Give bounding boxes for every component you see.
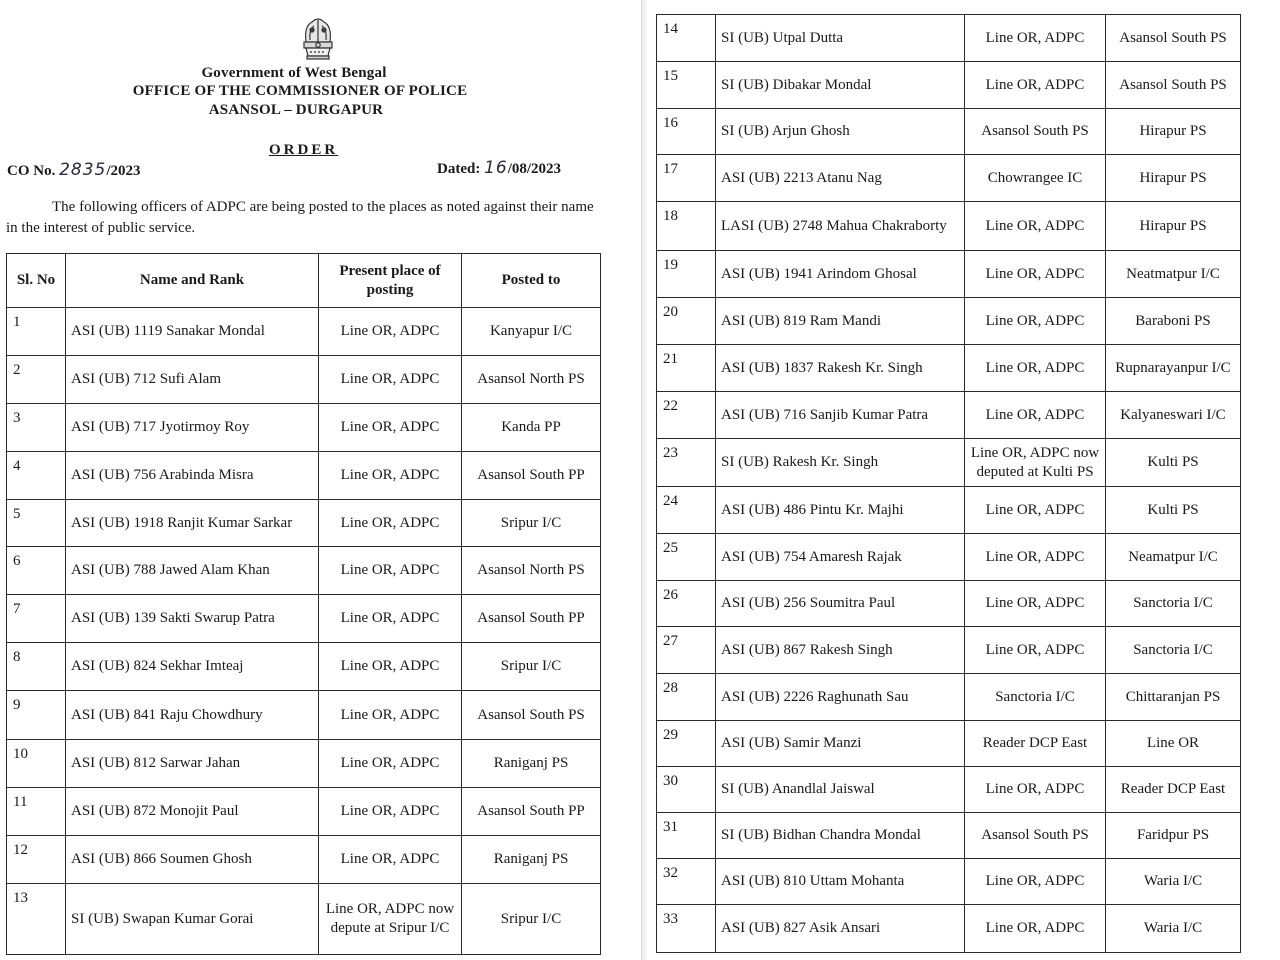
serial-number: 30 (657, 767, 716, 813)
officer-name-rank: SI (UB) Bidhan Chandra Mondal (716, 813, 965, 859)
posted-to: Asansol South PP (462, 595, 601, 643)
header-sl-no: Sl. No (7, 254, 66, 308)
posted-to: Kanyapur I/C (462, 308, 601, 356)
officer-name-rank: SI (UB) Rakesh Kr. Singh (716, 439, 965, 487)
serial-number: 8 (7, 643, 66, 691)
present-posting: Line OR, ADPC (319, 404, 462, 452)
posted-to: Kulti PS (1106, 487, 1241, 534)
serial-number: 20 (657, 298, 716, 345)
officer-name-rank: ASI (UB) 1837 Rakesh Kr. Singh (716, 345, 965, 392)
present-posting: Line OR, ADPC (319, 595, 462, 643)
posted-to: Asansol South PS (1106, 15, 1241, 62)
present-posting: Line OR, ADPC (965, 627, 1106, 674)
posting-table-right (656, 14, 1241, 953)
co-number-handwritten: 2835 (59, 160, 107, 180)
table-row (7, 643, 601, 691)
posted-to: Asansol South PP (462, 452, 601, 500)
present-posting: Asansol South PS (965, 109, 1106, 155)
posted-to: Sanctoria I/C (1106, 581, 1241, 627)
officer-name-rank: SI (UB) Swapan Kumar Gorai (66, 884, 319, 955)
serial-number: 5 (7, 500, 66, 547)
header-present-place: Present place of posting (319, 254, 462, 308)
table-row (7, 308, 601, 356)
present-posting: Line OR, ADPC (965, 15, 1106, 62)
posted-to: Faridpur PS (1106, 813, 1241, 859)
officer-name-rank: ASI (UB) 1941 Arindom Ghosal (716, 251, 965, 298)
serial-number: 33 (657, 905, 716, 953)
present-posting: Line OR, ADPC (965, 62, 1106, 109)
table-row (657, 298, 1241, 345)
officer-name-rank: ASI (UB) Samir Manzi (716, 721, 965, 767)
present-posting: Sanctoria I/C (965, 674, 1106, 721)
table-row (657, 155, 1241, 202)
table-row (657, 15, 1241, 62)
table-row (657, 487, 1241, 534)
posted-to: Line OR (1106, 721, 1241, 767)
serial-number: 18 (657, 202, 716, 251)
table-row (657, 534, 1241, 581)
posted-to: Waria I/C (1106, 859, 1241, 905)
officer-name-rank: ASI (UB) 867 Rakesh Singh (716, 627, 965, 674)
table-row (657, 674, 1241, 721)
serial-number: 16 (657, 109, 716, 155)
present-posting: Line OR, ADPC now depute at Sripur I/C (319, 884, 462, 955)
posted-to: Kanda PP (462, 404, 601, 452)
table-row (657, 109, 1241, 155)
city-line: ASANSOL – DURGAPUR (208, 102, 384, 118)
present-posting: Line OR, ADPC (319, 836, 462, 884)
present-posting: Line OR, ADPC (965, 905, 1106, 953)
present-posting: Line OR, ADPC (965, 345, 1106, 392)
serial-number: 10 (7, 740, 66, 788)
table-row (657, 905, 1241, 953)
table-row (657, 627, 1241, 674)
present-posting: Chowrangee IC (965, 155, 1106, 202)
posted-to: Asansol North PS (462, 547, 601, 595)
officer-name-rank: ASI (UB) 872 Monojit Paul (66, 788, 319, 836)
serial-number: 31 (657, 813, 716, 859)
serial-number: 24 (657, 487, 716, 534)
posted-to: Baraboni PS (1106, 298, 1241, 345)
present-posting: Reader DCP East (965, 721, 1106, 767)
table-row (657, 813, 1241, 859)
present-posting: Line OR, ADPC (965, 767, 1106, 813)
officer-name-rank: ASI (UB) 1119 Sanakar Mondal (66, 308, 319, 356)
table-row (657, 581, 1241, 627)
serial-number: 25 (657, 534, 716, 581)
serial-number: 26 (657, 581, 716, 627)
officer-name-rank: ASI (UB) 712 Sufi Alam (66, 356, 319, 404)
posted-to: Chittaranjan PS (1106, 674, 1241, 721)
table-row (7, 884, 601, 955)
officer-name-rank: ASI (UB) 139 Sakti Swarup Patra (66, 595, 319, 643)
table-row (7, 547, 601, 595)
posted-to: Kalyaneswari I/C (1106, 392, 1241, 439)
order-page-right (646, 0, 1280, 960)
serial-number: 28 (657, 674, 716, 721)
present-posting: Line OR, ADPC (319, 308, 462, 356)
co-number (7, 160, 141, 180)
table-row (657, 202, 1241, 251)
officer-name-rank: SI (UB) Dibakar Mondal (716, 62, 965, 109)
table-row (657, 767, 1241, 813)
posted-to: Hirapur PS (1106, 109, 1241, 155)
posted-to: Sripur I/C (462, 884, 601, 955)
table-row (7, 500, 601, 547)
table-row (7, 788, 601, 836)
co-year: /2023 (106, 163, 141, 179)
posted-to: Hirapur PS (1106, 155, 1241, 202)
government-line: Government of West Bengal (201, 65, 387, 81)
present-posting: Line OR, ADPC (319, 452, 462, 500)
posted-to: Neatmatpur I/C (1106, 251, 1241, 298)
officer-name-rank: ASI (UB) 717 Jyotirmoy Roy (66, 404, 319, 452)
header-posted-to: Posted to (462, 254, 601, 308)
posted-to: Hirapur PS (1106, 202, 1241, 251)
serial-number: 12 (7, 836, 66, 884)
serial-number: 3 (7, 404, 66, 452)
officer-name-rank: ASI (UB) 827 Asik Ansari (716, 905, 965, 953)
serial-number: 27 (657, 627, 716, 674)
table-row (657, 859, 1241, 905)
posted-to: Asansol South PP (462, 788, 601, 836)
serial-number: 32 (657, 859, 716, 905)
serial-number: 15 (657, 62, 716, 109)
intro-paragraph: The following officers of ADPC are being posted to the places as noted against their name in the interest of public service. (6, 199, 594, 236)
serial-number: 22 (657, 392, 716, 439)
serial-number: 29 (657, 721, 716, 767)
officer-name-rank: SI (UB) Arjun Ghosh (716, 109, 965, 155)
office-title: OFFICE OF THE COMMISSIONER OF POLICE (132, 83, 468, 99)
present-posting: Line OR, ADPC (965, 392, 1106, 439)
serial-number: 17 (657, 155, 716, 202)
officer-name-rank: ASI (UB) 866 Soumen Ghosh (66, 836, 319, 884)
table-row (657, 721, 1241, 767)
officer-name-rank: ASI (UB) 754 Amaresh Rajak (716, 534, 965, 581)
table-row (7, 452, 601, 500)
table-row (7, 404, 601, 452)
posting-table-left (6, 253, 601, 955)
table-row (7, 595, 601, 643)
table-row (7, 740, 601, 788)
serial-number: 4 (7, 452, 66, 500)
table-row (657, 251, 1241, 298)
table-row (7, 836, 601, 884)
posted-to: Kulti PS (1106, 439, 1241, 487)
co-label: CO No. (7, 163, 56, 179)
present-posting: Line OR, ADPC (319, 643, 462, 691)
present-posting: Line OR, ADPC (319, 691, 462, 740)
posted-to: Raniganj PS (462, 836, 601, 884)
present-posting: Line OR, ADPC (965, 202, 1106, 251)
officer-name-rank: ASI (UB) 756 Arabinda Misra (66, 452, 319, 500)
present-posting: Line OR, ADPC (965, 534, 1106, 581)
dated-month-year: /08/2023 (507, 161, 562, 177)
officer-name-rank: ASI (UB) 2213 Atanu Nag (716, 155, 965, 202)
serial-number: 14 (657, 15, 716, 62)
present-posting: Line OR, ADPC (965, 487, 1106, 534)
serial-number: 7 (7, 595, 66, 643)
table-row (7, 691, 601, 740)
officer-name-rank: ASI (UB) 2226 Raghunath Sau (716, 674, 965, 721)
table-row (657, 345, 1241, 392)
table-row (657, 439, 1241, 487)
posted-to: Sripur I/C (462, 500, 601, 547)
posted-to: Raniganj PS (462, 740, 601, 788)
table-row (7, 356, 601, 404)
order-date (437, 158, 561, 178)
serial-number: 23 (657, 439, 716, 487)
header-name-rank: Name and Rank (66, 254, 319, 308)
present-posting: Asansol South PS (965, 813, 1106, 859)
posted-to: Rupnarayanpur I/C (1106, 345, 1241, 392)
posted-to: Sripur I/C (462, 643, 601, 691)
ashoka-emblem-icon (292, 12, 344, 64)
posted-to: Asansol South PS (1106, 62, 1241, 109)
present-posting: Line OR, ADPC (319, 740, 462, 788)
dated-label: Dated: (437, 161, 481, 177)
present-posting: Line OR, ADPC (319, 356, 462, 404)
posted-to: Sanctoria I/C (1106, 627, 1241, 674)
posted-to: Asansol North PS (462, 356, 601, 404)
present-posting: Line OR, ADPC now deputed at Kulti PS (965, 439, 1106, 487)
officer-name-rank: ASI (UB) 812 Sarwar Jahan (66, 740, 319, 788)
present-posting: Line OR, ADPC (965, 859, 1106, 905)
officer-name-rank: ASI (UB) 841 Raju Chowdhury (66, 691, 319, 740)
serial-number: 21 (657, 345, 716, 392)
dated-day-handwritten: 16 (484, 158, 508, 178)
serial-number: 1 (7, 308, 66, 356)
posted-to: Waria I/C (1106, 905, 1241, 953)
officer-name-rank: ASI (UB) 788 Jawed Alam Khan (66, 547, 319, 595)
present-posting: Line OR, ADPC (965, 581, 1106, 627)
present-posting: Line OR, ADPC (319, 788, 462, 836)
officer-name-rank: ASI (UB) 716 Sanjib Kumar Patra (716, 392, 965, 439)
officer-name-rank: SI (UB) Anandlal Jaiswal (716, 767, 965, 813)
officer-name-rank: ASI (UB) 819 Ram Mandi (716, 298, 965, 345)
serial-number: 2 (7, 356, 66, 404)
serial-number: 13 (7, 884, 66, 955)
officer-name-rank: ASI (UB) 1918 Ranjit Kumar Sarkar (66, 500, 319, 547)
serial-number: 19 (657, 251, 716, 298)
table-row (657, 62, 1241, 109)
order-title: ORDER (269, 142, 339, 158)
table-header-row (7, 254, 601, 308)
officer-name-rank: ASI (UB) 486 Pintu Kr. Majhi (716, 487, 965, 534)
posted-to: Reader DCP East (1106, 767, 1241, 813)
present-posting: Line OR, ADPC (965, 251, 1106, 298)
posted-to: Neamatpur I/C (1106, 534, 1241, 581)
present-posting: Line OR, ADPC (319, 500, 462, 547)
officer-name-rank: ASI (UB) 256 Soumitra Paul (716, 581, 965, 627)
present-posting: Line OR, ADPC (965, 298, 1106, 345)
posted-to: Asansol South PS (462, 691, 601, 740)
serial-number: 9 (7, 691, 66, 740)
serial-number: 6 (7, 547, 66, 595)
serial-number: 11 (7, 788, 66, 836)
table-row (657, 392, 1241, 439)
officer-name-rank: ASI (UB) 824 Sekhar Imteaj (66, 643, 319, 691)
present-posting: Line OR, ADPC (319, 547, 462, 595)
officer-name-rank: LASI (UB) 2748 Mahua Chakraborty (716, 202, 965, 251)
officer-name-rank: SI (UB) Utpal Dutta (716, 15, 965, 62)
officer-name-rank: ASI (UB) 810 Uttam Mohanta (716, 859, 965, 905)
